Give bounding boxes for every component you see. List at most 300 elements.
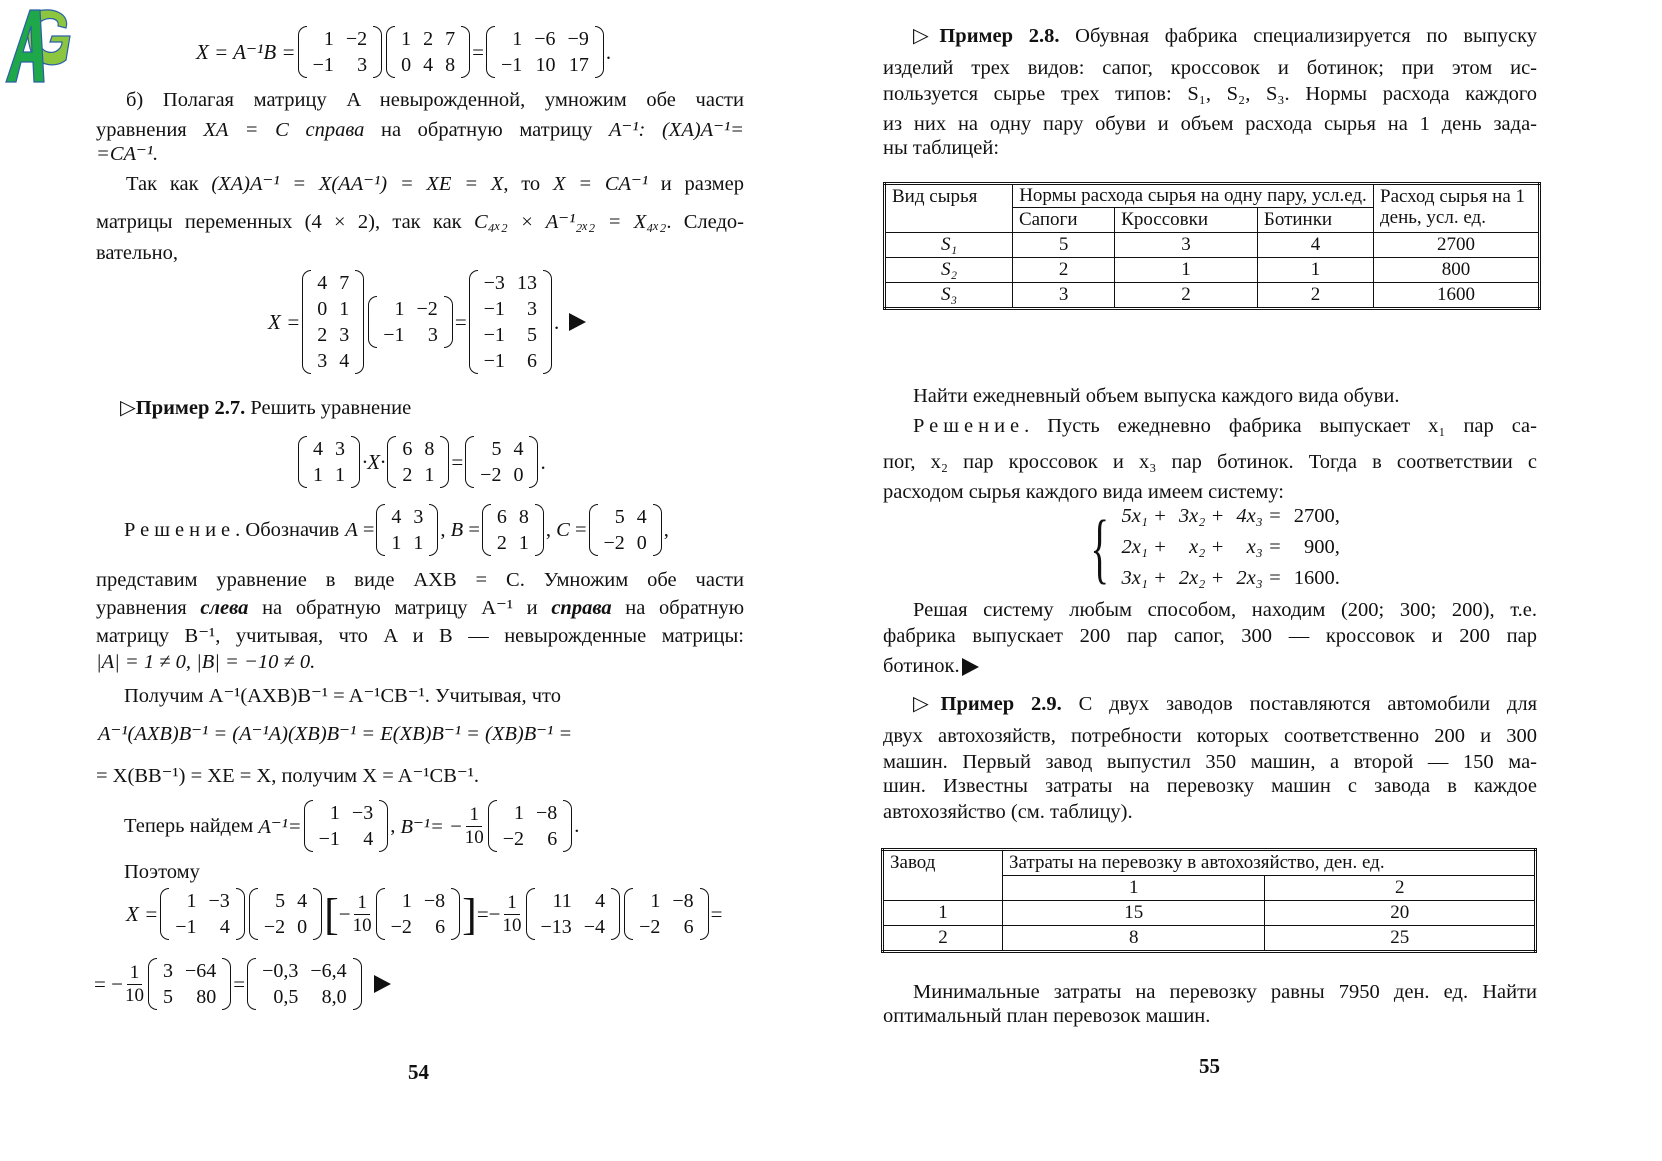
matrix-row [478, 348, 543, 374]
para-get-line3: = X(BB⁻¹) = XE = X, получим X = A⁻¹CB⁻¹. [96, 765, 479, 787]
matrix-cell: 7 [445, 28, 456, 50]
matrix-cell: 1 [650, 890, 661, 912]
matrix-cell: −1 [318, 828, 340, 850]
matrix-cell: 1 [514, 802, 525, 824]
transport-costs-table [881, 848, 1537, 953]
matrix-cell: 0 [513, 464, 524, 486]
matrix-cell: −1 [483, 298, 505, 320]
matrix-row [535, 888, 612, 914]
matrix-cell: 80 [196, 986, 217, 1008]
example-2-9-line1 [913, 692, 1537, 716]
cell: 1600 [1374, 283, 1540, 309]
table-row [885, 283, 1540, 309]
system-row: 2x₁ + x₂ + x₃ = 900, [1121, 536, 1340, 558]
find-line: Найти ежедневный объем выпуска каждого вида обуви. [913, 385, 1400, 407]
matrix-row [307, 52, 374, 78]
subheader-shoes: Ботинки [1257, 208, 1373, 233]
para-repr-line1: представим уравнение в виде AXB = C. Умножим обе части [96, 569, 744, 591]
matrix-cell: 4 [297, 890, 308, 912]
matrix-cell: 1 [401, 28, 412, 50]
matrix-cell: 5 [162, 986, 173, 1008]
matrix-cell: 1 [391, 532, 402, 554]
matrix-cell: −8 [536, 802, 558, 824]
text: на обратную матрицу [364, 119, 610, 141]
matrix-cell: −2 [603, 532, 625, 554]
matrix-cell: 4 [363, 828, 374, 850]
page-number-right: 55 [1199, 1054, 1220, 1078]
solution-label: Решение [913, 415, 1025, 437]
matrix-row [633, 914, 700, 940]
matrix-cell: 6 [526, 350, 537, 372]
matrix-row [385, 504, 429, 530]
matrix-cell: 5 [491, 438, 502, 460]
matrix-row [157, 984, 222, 1010]
cell: 15 [1003, 901, 1265, 926]
matrix-cell: −1 [500, 54, 523, 76]
matrix [368, 296, 453, 348]
example-2-8-line2: изделий трех видов: сапог, кроссовок и ботинок; при этом ис- [883, 57, 1537, 79]
example-2-9-line4: шин. Известны затраты на перевозку машин с завода в каждое [883, 775, 1537, 797]
matrix [526, 888, 621, 940]
equation-example-2-7 [296, 436, 546, 488]
cell: 2 [1115, 283, 1258, 309]
matrix-b [482, 504, 544, 556]
matrix-cell: −2 [416, 298, 438, 320]
cell: 1 [1115, 258, 1258, 283]
equals: = [454, 309, 467, 334]
para-get-line1: Получим A⁻¹(AXB)B⁻¹ = A⁻¹CB⁻¹. Учитывая, что [124, 685, 561, 707]
matrix-row [633, 888, 700, 914]
formula: A⁻¹: (XA)A⁻¹= [609, 119, 744, 141]
matrix-cell: 8 [518, 506, 529, 528]
matrix-cell: 3 [162, 960, 173, 982]
matrix-row [256, 984, 353, 1010]
subheader-depot-2: 2 [1265, 876, 1536, 901]
matrix-a [376, 504, 438, 556]
matrix-row [307, 436, 351, 462]
cell: 8 [1003, 926, 1265, 952]
matrix-cell: 2 [317, 324, 328, 346]
matrix-row [478, 296, 543, 322]
matrix-row [598, 504, 653, 530]
eq-lhs: X = A⁻¹B = [196, 39, 296, 64]
matrix-cell: 11 [552, 890, 572, 912]
final-line2: оптимальный план перевозок машин. [883, 1005, 1211, 1027]
subheader-boots: Сапоги [1013, 208, 1115, 233]
matrix-cell: 5 [526, 324, 537, 346]
matrix-row [395, 26, 461, 52]
matrix-cell: 4 [313, 438, 323, 460]
matrix-row [474, 436, 529, 462]
triangle-marker-icon: ▷ [913, 25, 940, 47]
eq-lhs: X = [268, 309, 301, 334]
matrix-cell: 2 [402, 464, 413, 486]
para-repr-line2 [96, 596, 744, 620]
cell: 1 [1257, 258, 1373, 283]
emphasis: слева [200, 597, 249, 619]
matrix-cell: −2 [480, 464, 502, 486]
matrix-cell: 4 [595, 890, 606, 912]
matrix-cell: 0 [297, 916, 308, 938]
matrix-cell: 6 [435, 916, 446, 938]
cell: 800 [1374, 258, 1540, 283]
example-2-8-line1 [913, 24, 1537, 48]
eq-tail: . [540, 449, 546, 474]
matrix-cell: −3 [483, 272, 505, 294]
text: Теперь найдем [124, 814, 254, 837]
matrix-row [385, 914, 452, 940]
matrix-row [495, 26, 595, 52]
para-since-line3: вательно, [96, 242, 178, 264]
result-line3 [883, 654, 979, 678]
matrix-cell: −2 [639, 916, 661, 938]
matrix-row [478, 270, 543, 296]
equals: = [472, 39, 484, 64]
text: уравнения [96, 119, 204, 141]
matrix [160, 888, 245, 940]
formula: B⁻¹= − [400, 815, 463, 838]
para-b-line3 [96, 142, 158, 166]
example-2-9-line5: автохозяйство (см. таблицу). [883, 801, 1133, 823]
cell: 3 [1115, 233, 1258, 258]
matrix-cell: 8 [424, 438, 435, 460]
para-since-line2 [96, 210, 744, 234]
matrix-cell: −13 [540, 916, 572, 938]
matrix-row [491, 504, 535, 530]
eq-tail: . [574, 814, 580, 837]
page-right [831, 0, 1662, 1161]
equals: = [233, 971, 246, 996]
matrix-cell: −2 [345, 28, 368, 50]
matrix-cell: 0,5 [273, 986, 299, 1008]
solution-definitions: Решение . Обозначив A = 4 3 1 1 , B = 6 8 2 1 , C = 5 4 −2 0 , [124, 506, 669, 554]
formula: X = CA⁻¹ [552, 173, 648, 195]
brace-icon: { [1090, 503, 1110, 591]
text: С двух заводов поставляются автомобили для [1061, 693, 1538, 715]
matrix-a-inverse [304, 800, 389, 852]
example-title: Пример 2.8. [939, 25, 1060, 47]
cell: 2 [1257, 283, 1373, 309]
matrix-row [396, 462, 440, 488]
triangle-marker-icon: ▷ [120, 397, 136, 419]
matrix-row [307, 26, 374, 52]
matrix [249, 888, 322, 940]
matrix-row [377, 296, 444, 322]
matrix-cell: 17 [568, 54, 589, 76]
formula: A⁻¹(AXB)B⁻¹ = (A⁻¹A)(XB)B⁻¹ = E(XB)B⁻¹ = (XB)B⁻¹ = [98, 723, 573, 745]
matrix-cell: 5 [614, 506, 625, 528]
text: на обратную матрицу A⁻¹ и [248, 597, 552, 619]
equation-x-final [94, 958, 391, 1010]
header-daily-usage: Расход сырья на 1 день, усл. ед. [1374, 184, 1540, 233]
matrix-cell: 6 [402, 438, 413, 460]
matrix-row [169, 888, 236, 914]
formula: A⁻¹= [258, 815, 302, 838]
fraction [503, 892, 522, 937]
text: , то [503, 173, 541, 195]
subheader-depot-1: 1 [1003, 876, 1265, 901]
cell: 20 [1265, 901, 1536, 926]
matrix-row [385, 888, 452, 914]
matrix-cell: −6 [534, 28, 556, 50]
fraction [125, 962, 144, 1007]
eq-tail: = [710, 901, 723, 926]
numerator: 1 [504, 892, 520, 915]
matrix-cell: 8,0 [321, 986, 347, 1008]
table-row [883, 901, 1536, 926]
matrix-cell: 3 [427, 324, 438, 346]
matrix [298, 436, 360, 488]
matrix-cell: 6 [547, 828, 558, 850]
matrix-cell: −2 [390, 916, 412, 938]
subheader-sneakers: Кроссовки [1115, 208, 1258, 233]
text: и размер [660, 173, 744, 195]
matrix-cell: 8 [445, 54, 456, 76]
matrix-cell: 6 [496, 506, 507, 528]
matrix-cell: 0 [401, 54, 412, 76]
matrix-b-inverse [488, 800, 573, 852]
equals: = [451, 449, 464, 474]
matrix-cell: 1 [335, 464, 345, 486]
therefore: Поэтому [124, 861, 200, 883]
solution-label: Решение [124, 518, 236, 541]
formula: C₄ₓ₂ × A⁻¹₂ₓ₂ = X₄ₓ₂ [473, 211, 667, 233]
matrix-cell: 3 [413, 506, 424, 528]
triangle-marker-icon: ▷ [913, 693, 941, 715]
denominator: 10 [352, 914, 372, 936]
matrix-cell: 1 [512, 28, 523, 50]
formula: |A| = 1 ≠ 0, |B| = −10 ≠ 0. [96, 651, 316, 673]
matrix-row [396, 436, 440, 462]
cell: 2 [883, 926, 1003, 952]
eq-lhs: X = [126, 901, 159, 926]
matrix-cell: 4 [423, 54, 434, 76]
matrix-cell: 4 [317, 272, 328, 294]
table-row [885, 258, 1540, 283]
matrix-row [377, 322, 444, 348]
matrix-cell: 10 [535, 54, 556, 76]
system-table [1114, 500, 1346, 595]
end-of-example-icon [569, 313, 586, 331]
text: . Следо- [666, 211, 745, 233]
matrix-cell: 1 [186, 890, 197, 912]
bracket-close: ] [462, 889, 477, 939]
example-2-9-line2: двух автохозяйств, потребности которых соответственно 200 и 300 [883, 725, 1537, 747]
solution-line3: расходом сырья каждого вида имеем систему: [883, 481, 1285, 503]
matrix-row [313, 800, 380, 826]
denominator: 10 [502, 914, 522, 936]
matrix-cell: 3 [339, 324, 350, 346]
matrix-cell: −4 [583, 916, 606, 938]
final-line1: Минимальные затраты на перевозку равны 7950 ден. ед. Найти [913, 981, 1537, 1003]
numerator: 1 [466, 804, 482, 827]
eq-tail: . [605, 39, 612, 64]
bracket-open: [ [324, 889, 339, 939]
matrix [465, 436, 538, 488]
system-row: 5x₁ + 3x₂ + 4x₃ = 2700, [1121, 505, 1340, 527]
cell: 25 [1265, 926, 1536, 952]
text: Так как [126, 173, 199, 195]
matrix-cell: 4 [391, 506, 402, 528]
cell: 3 [1013, 283, 1115, 309]
matrix-cell: −1 [383, 324, 405, 346]
matrix [302, 270, 364, 374]
matrix-cell: −9 [567, 28, 589, 50]
text: . Пусть ежедневно фабрика выпускает x₁ пар са- [1024, 415, 1537, 437]
matrix-cell: −6,4 [310, 960, 347, 982]
material-type: S₂ [940, 259, 958, 280]
matrix-c [589, 504, 662, 556]
numerator: 1 [127, 962, 143, 985]
matrix-cell: 0 [636, 532, 647, 554]
emphasis: справа [305, 119, 365, 141]
matrix-cell: 1 [323, 28, 334, 50]
matrix-cell: 2 [496, 532, 507, 554]
matrix-row [157, 958, 222, 984]
matrix-cell: 3 [357, 54, 368, 76]
matrix-row [311, 322, 355, 348]
matrix-cell: −3 [208, 890, 230, 912]
text: на обратную [611, 597, 745, 619]
matrix-row [256, 958, 353, 984]
matrix-cell: 1 [313, 464, 323, 486]
material-type: S₁ [940, 234, 958, 255]
matrix-row [385, 530, 429, 556]
text: матрицы переменных [96, 211, 293, 233]
matrix-cell: −8 [672, 890, 694, 912]
matrix [247, 958, 362, 1010]
matrix-cell: 4 [513, 438, 524, 460]
end-of-example-icon [962, 658, 979, 676]
para-since-line1 [96, 172, 744, 196]
para-b-line1: б) Полагая матрицу A невырожденной, умножим обе части [126, 89, 744, 111]
equation-x-inverse [196, 26, 611, 78]
matrix [624, 888, 709, 940]
matrix-row [474, 462, 529, 488]
header-material-type: Вид сырья [885, 184, 1013, 233]
example-2-9-line3: машин. Первый завод выпустил 350 машин, а второй — 150 ма- [883, 751, 1537, 773]
system-row: 3x₁ + 2x₂ + 2x₃ = 1600. [1121, 567, 1340, 589]
para-repr-line4 [96, 650, 315, 674]
cell: 2700 [1374, 233, 1540, 258]
matrix-cell: 1 [518, 532, 529, 554]
matrix-cell: −1 [483, 324, 505, 346]
matrix-cell: 1 [394, 298, 405, 320]
matrix-row [395, 52, 461, 78]
result-line2: фабрика выпускает 200 пар сапог, 300 — кроссовок и 200 пар [883, 625, 1537, 647]
para-b-line2 [96, 118, 744, 142]
matrix-cell: 2 [423, 28, 434, 50]
text: ботинок. [883, 655, 960, 677]
formula: (4 × 2) [304, 211, 375, 233]
matrix-cell: 7 [339, 272, 350, 294]
matrix-cell: 1 [401, 890, 412, 912]
para-repr-line3: матрицу B⁻¹, учитывая, что A и B — невырожденные матрицы: [96, 625, 744, 647]
matrix-cell: 13 [516, 272, 537, 294]
equation-x-computation: X = 1 −3 −1 4 5 4 −2 0 [ − $\frac{1}{10}$ 1 −8 −2 6 ] =− $\frac{1}{10}$ 11 4 −13 −4 1 −8 −2 6 = [126, 889, 723, 939]
matrix [386, 26, 470, 78]
ag-logo-icon [4, 4, 74, 86]
matrix-cell: −0,3 [262, 960, 299, 982]
matrix-cell: −2 [502, 828, 525, 850]
table-row [885, 233, 1540, 258]
matrix-row [311, 296, 355, 322]
matrix-cell: 3 [526, 298, 537, 320]
equation-x-result [268, 270, 586, 374]
matrix-row [313, 826, 380, 852]
cell: 4 [1257, 233, 1373, 258]
example-2-8-line3: пользуется сырье трех типов: S₁, S₂, S₃. Нормы расхода каждого [883, 83, 1537, 105]
fraction [353, 892, 372, 937]
cell: 5 [1013, 233, 1115, 258]
matrix-cell: −2 [263, 916, 286, 938]
header-plant: Завод [883, 850, 1003, 901]
text: Решить уравнение [245, 397, 412, 419]
emphasis: справа [551, 597, 612, 619]
matrix-cell: 1 [339, 298, 350, 320]
matrix-cell: 3 [317, 350, 328, 372]
matrix [148, 958, 231, 1010]
matrix-cell: 1 [329, 802, 340, 824]
example-2-8-line4: из них на одну пару обуви и объем расхода сырья на 1 день зада- [883, 113, 1537, 135]
matrix-row [497, 800, 564, 826]
matrix [298, 26, 383, 78]
header-norms: Нормы расхода сырья на одну пару, усл.ед. [1013, 184, 1374, 208]
matrix-row [258, 914, 313, 940]
solution-line1 [913, 414, 1537, 438]
matrix-cell: 4 [339, 350, 350, 372]
matrix [469, 270, 552, 374]
matrix-row [598, 530, 653, 556]
numerator: 1 [354, 892, 370, 915]
material-type: S₃ [940, 284, 958, 305]
matrix-cell: 0 [317, 298, 328, 320]
eq-lhs: = − [94, 971, 123, 996]
page-number-left: 54 [408, 1060, 429, 1084]
matrix-cell: 6 [683, 916, 694, 938]
formula: XA = C [203, 119, 289, 141]
formula: (XA)A⁻¹ = X(AA⁻¹) = XE = X [211, 173, 504, 195]
matrix-cell: 5 [275, 890, 286, 912]
matrix-cell: −3 [351, 802, 374, 824]
cell: 2 [1013, 258, 1115, 283]
matrix-cell: 1 [424, 464, 435, 486]
matrix-row [491, 530, 535, 556]
matrix-cell: −1 [312, 54, 334, 76]
text: Обувная фабрика специализируется по выпуску [1059, 25, 1538, 47]
example-title: Пример 2.7. [135, 397, 246, 419]
matrix-row [169, 914, 236, 940]
end-of-example-icon [374, 975, 391, 993]
text: , так как [374, 211, 462, 233]
matrix-row [311, 270, 355, 296]
equation-system [1081, 500, 1347, 595]
matrix-cell: −64 [184, 960, 217, 982]
matrix-cell: 3 [335, 438, 345, 460]
result-line1: Решая систему любым способом, находим (200; 300; 200), т.е. [913, 599, 1537, 621]
fraction [465, 804, 484, 849]
eq-tail: . [553, 309, 560, 334]
matrix-cell: 4 [219, 916, 230, 938]
matrix-row [258, 888, 313, 914]
matrix-row [478, 322, 543, 348]
text: уравнения [96, 597, 201, 619]
inverse-matrices: Теперь найдем A⁻¹= 1 −3 −1 4 , B⁻¹= − $\frac{1}{10}$ 1 −8 −2 6 . [124, 802, 580, 850]
matrix-cell: 1 [413, 532, 424, 554]
matrix [387, 436, 449, 488]
matrix-row [535, 914, 612, 940]
cell: 1 [883, 901, 1003, 926]
